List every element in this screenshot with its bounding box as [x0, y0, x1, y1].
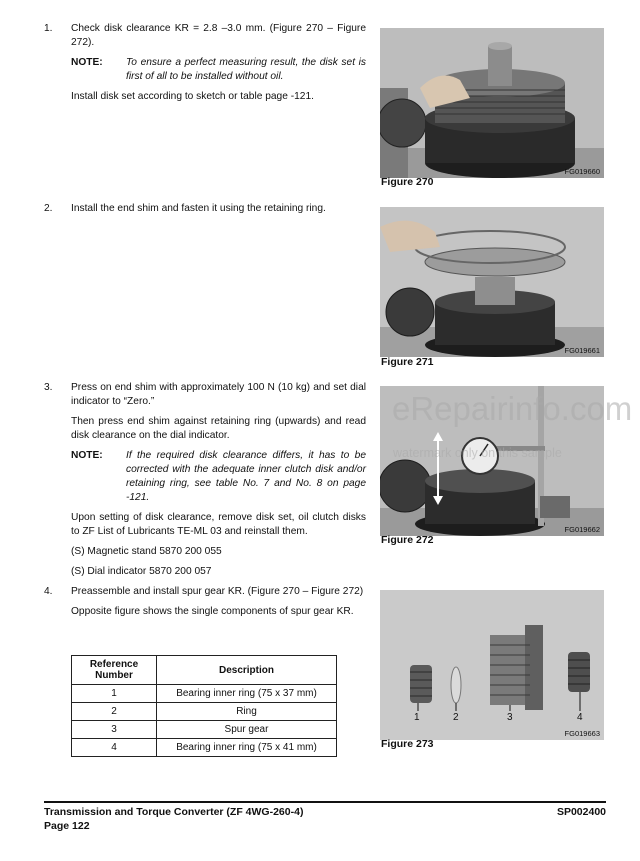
figure-code: FG019661 — [564, 346, 600, 355]
figure-271-photo — [380, 207, 604, 357]
component-label-2: 2 — [453, 712, 459, 723]
step-text: Press on end shim with approximately 100 N (10 kg) and set dial indicator to “Zero.” — [71, 382, 366, 407]
figure-270-caption: Figure 270 — [381, 176, 434, 188]
cell-ref: 3 — [72, 721, 157, 739]
table-row — [72, 739, 337, 757]
figure-273-caption: Figure 273 — [381, 738, 434, 750]
disk-set-illustration — [380, 28, 604, 178]
cell-ref: 1 — [72, 685, 157, 703]
step-number: 1. — [44, 23, 53, 34]
figure-272-caption: Figure 272 — [381, 534, 434, 546]
component-label-3: 3 — [507, 712, 513, 723]
watermark-site: eRepairinfo.com — [392, 390, 633, 427]
tool-magnetic-stand: (S) Magnetic stand 5870 200 055 — [71, 546, 222, 557]
figure-273-photo — [380, 590, 604, 740]
end-shim-illustration — [380, 207, 604, 357]
table-row — [72, 721, 337, 739]
note-text: To ensure a perfect measuring result, the disk set is first of all to be installed without oil. — [126, 57, 366, 82]
note-text: If the required disk clearance differs, it has to be corrected with the adequate inner clutch disk and/or retaining ring, see table No. 7 and No. 8 on page -121. — [126, 450, 366, 503]
header-reference-number: Reference Number — [72, 656, 157, 685]
note-label: NOTE: — [71, 57, 103, 68]
cell-desc: Ring — [157, 703, 337, 721]
step-text-2: Install disk set according to sketch or table page -121. — [71, 91, 314, 102]
footer-title: Transmission and Torque Converter (ZF 4WG-260-4) — [44, 806, 304, 818]
figure-270-photo — [380, 28, 604, 178]
cell-ref: 2 — [72, 703, 157, 721]
step-text-2: Then press end shim against retaining ring (upwards) and read disk clearance on the dial indicator. — [71, 416, 366, 441]
step-text-3: Upon setting of disk clearance, remove disk set, oil clutch disks to ZF List of Lubricants TE-ML 03 and reinstall them. — [71, 512, 366, 537]
watermark-note: watermark only on this sample — [393, 446, 562, 460]
step-number: 4. — [44, 586, 53, 597]
cell-desc: Spur gear — [157, 721, 337, 739]
table-header-row — [72, 656, 337, 685]
component-label-4: 4 — [577, 712, 583, 723]
note — [71, 56, 366, 84]
figure-271-caption: Figure 271 — [381, 356, 434, 368]
footer-divider — [44, 801, 606, 803]
step-number: 3. — [44, 382, 53, 393]
footer-page-number: Page 122 — [44, 820, 90, 832]
cell-desc: Bearing inner ring (75 x 41 mm) — [157, 739, 337, 757]
components-table — [71, 655, 337, 757]
component-label-1: 1 — [414, 712, 420, 723]
cell-desc: Bearing inner ring (75 x 37 mm) — [157, 685, 337, 703]
figure-code: FG019663 — [564, 729, 600, 738]
figure-code: FG019660 — [564, 167, 600, 176]
step-text: Check disk clearance KR = 2.8 –3.0 mm. (Figure 270 – Figure 272). — [71, 23, 366, 48]
step-text: Preassemble and install spur gear KR. (Figure 270 – Figure 272) — [71, 586, 364, 597]
table-row — [72, 685, 337, 703]
figure-code: FG019662 — [564, 525, 600, 534]
step-text-2: Opposite figure shows the single components of spur gear KR. — [71, 606, 354, 617]
table-row — [72, 703, 337, 721]
step-text: Install the end shim and fasten it using the retaining ring. — [71, 203, 326, 214]
tool-dial-indicator: (S) Dial indicator 5870 200 057 — [71, 566, 212, 577]
cell-ref: 4 — [72, 739, 157, 757]
footer-document-code: SP002400 — [556, 806, 606, 818]
step-number: 2. — [44, 203, 53, 214]
header-description: Description — [157, 656, 337, 685]
note — [71, 449, 366, 505]
note-label: NOTE: — [71, 450, 103, 461]
